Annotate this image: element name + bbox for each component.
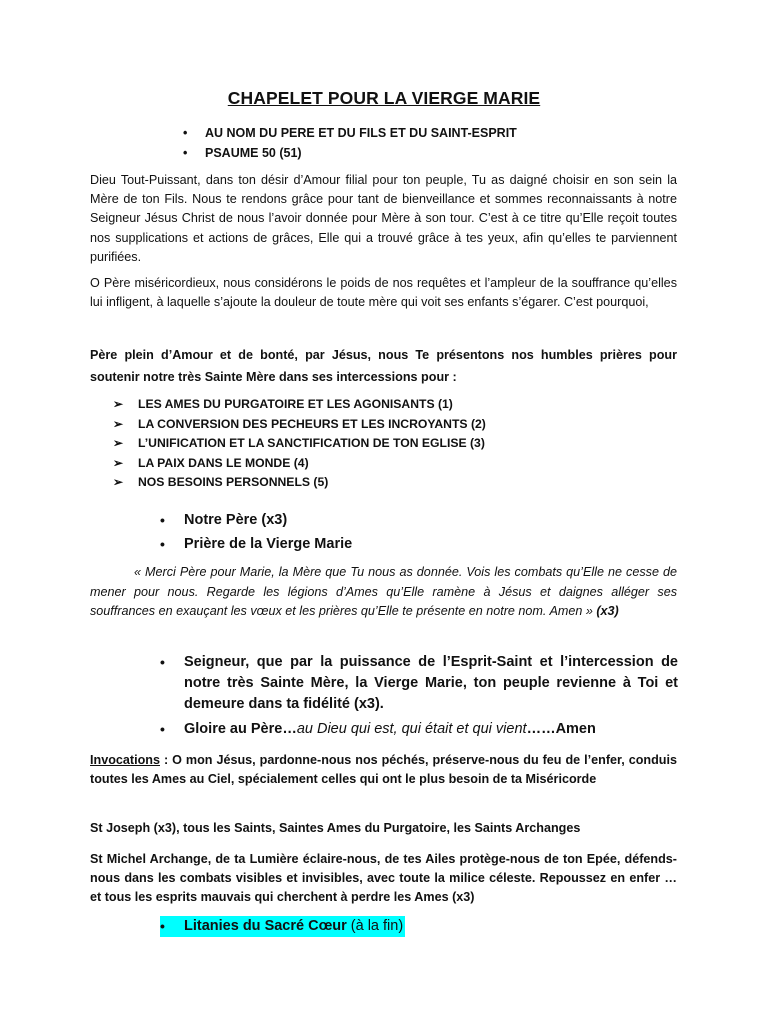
- list-item: ➢ LES AMES DU PURGATOIRE ET LES AGONISANTS (1): [113, 395, 486, 415]
- list-item: ➢ L’UNIFICATION ET LA SANCTIFICATION DE TON EGLISE (3): [113, 434, 486, 454]
- list-item-highlighted: • Litanies du Sacré Cœur (à la fin): [160, 916, 405, 937]
- list-item: • Seigneur, que par la puissance de l’Esprit-Saint et l’intercession de notre très Sainte Mère, la Vierge Marie, ton peuple revienne à Toi et demeure dans ta fidélité (x3).: [160, 654, 678, 712]
- paragraph-pere-misericordieux: O Père miséricordieux, nous considérons le poids de nos requêtes et l’ampleur de la souffrance qu’elles lui infligent, à laquelle s’ajoute la douleur de toute mère qui voit ses enfants s’égarer. C’est pourquoi,: [90, 276, 677, 310]
- list-item: • AU NOM DU PERE ET DU FILS ET DU SAINT-ESPRIT: [183, 123, 517, 143]
- list-item: ➢ LA PAIX DANS LE MONDE (4): [113, 454, 486, 474]
- paragraph-dieu: Dieu Tout-Puissant, dans ton désir d’Amour filial pour ton peuple, Tu as daigné choisir en son sein la Mère de ton Fils. Nous te rendons grâce pour tant de bienveillance et sommes reconnaissants à notre Seigneur Jésus Christ de nous l’avoir donnée pour Mère à son tour. C’est à ce titre qu’Elle reçoit toutes nos supplications et actions de grâces, Elle qui a trouvé grâce à tes yeux, afin qu’elles te parviennent purifiées.: [90, 173, 677, 264]
- list-item: ➢ LA CONVERSION DES PECHEURS ET LES INCROYANTS (2): [113, 415, 486, 435]
- intentions-list: [113, 395, 486, 493]
- page-title: CHAPELET POUR LA VIERGE MARIE: [227, 88, 541, 108]
- arrow-bullet-icon: ➢: [113, 455, 124, 470]
- bullet-icon: •: [160, 918, 165, 934]
- bullet-icon: •: [160, 536, 165, 552]
- bullet-icon: •: [183, 146, 188, 160]
- invocations-paragraph: Invocations : O mon Jésus, pardonne-nous nos péchés, préserve-nous du feu de l’enfer, conduis toutes les Ames au Ciel, spécialement celles qui ont le plus besoin de ta Miséricorde: [90, 753, 677, 787]
- list-item: • PSAUME 50 (51): [183, 143, 517, 163]
- bullet-icon: •: [160, 721, 165, 737]
- paragraph-pere-amour: Père plein d’Amour et de bonté, par Jésus, nous Te présentons nos humbles prières pour soutenir notre très Sainte Mère dans ses intercessions pour :: [90, 348, 677, 384]
- quote-paragraph: [90, 563, 677, 622]
- arrow-bullet-icon: ➢: [113, 436, 124, 450]
- arrow-bullet-icon: ➢: [113, 416, 124, 431]
- saints-paragraph: St Joseph (x3), tous les Saints, Saintes Ames du Purgatoire, les Saints Archanges: [90, 821, 581, 835]
- michel-paragraph: St Michel Archange, de ta Lumière éclaire-nous, de tes Ailes protège-nous de ton Epée, défends-nous dans les combats visibles et invisibles, avec toute la milice céleste. Repoussez en enfer … et tous les esprits mauvais qui cherchent à perdre les Ames (x3): [90, 852, 677, 905]
- list-item: • Prière de la Vierge Marie: [160, 532, 678, 556]
- list-item: • Notre Père (x3): [160, 508, 678, 532]
- list-item: • Gloire au Père…au Dieu qui est, qui était et qui vient……Amen: [160, 719, 678, 740]
- quote-text: « Merci Père pour Marie, la Mère que Tu nous as donnée. Vois les combats qu’Elle ne cesse de mener pour nous. Regarde les légions d’Ames qu’Elle ramène à Jésus et daignes alléger ses souffrances en exauçant les vœux et les prières qu’Elle te présente en notre nom. Amen »: [90, 565, 677, 618]
- prayer-list-3: [160, 916, 678, 937]
- bullet-icon: •: [160, 512, 165, 528]
- prayer-list-1: [160, 508, 678, 556]
- bullet-icon: •: [183, 126, 188, 140]
- arrow-bullet-icon: ➢: [113, 397, 124, 411]
- bullet-icon: •: [160, 654, 165, 670]
- invocations-label: Invocations: [90, 753, 160, 767]
- list-item: ➢ NOS BESOINS PERSONNELS (5): [113, 473, 486, 493]
- arrow-bullet-icon: ➢: [113, 475, 124, 489]
- prayer-list-2: [160, 652, 678, 740]
- top-bullet-list: [183, 123, 517, 163]
- quote-repeat: (x3): [592, 604, 619, 618]
